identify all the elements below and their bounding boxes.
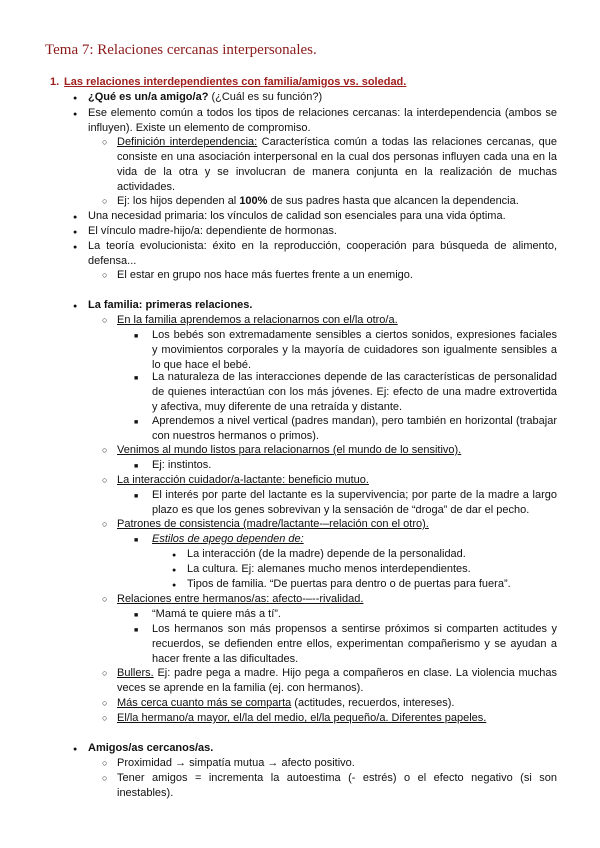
bullet-icon — [73, 239, 77, 255]
circle-bullet-icon — [102, 194, 107, 209]
list-item: Los hermanos son más propensos a sentirse próximos si comparten actitudes y recuerdos, se defienden entre ellos, experimentan compañerismo y se ayudan a hacer frente a las dificultades. — [152, 623, 557, 665]
bullet-icon — [73, 106, 77, 122]
list-item: La cultura. Ej: alemanes mucho menos interdependientes. — [187, 563, 471, 575]
list-item: El/la hermano/a mayor, el/la del medio, el/la pequeño/a. Diferentes papeles. — [117, 712, 487, 724]
list-item: La naturaleza de las interacciones depende de las características de personalidad de quienes interactúan con los más jóvenes. Ej: efecto de una madre extrovertida y afectiva, muy diferente de una retraída y distante. — [152, 371, 557, 413]
list-item: Definición interdependencia: Característica común a todas las relaciones cercanas, que consiste en una asociación interpersonal en la cual dos personas influyen cada una en la vida de la otra y se involucran de manera conjunta en la realización de muchas actividades. — [117, 136, 557, 193]
circle-bullet-icon — [102, 711, 107, 726]
circle-bullet-icon — [102, 756, 107, 771]
list-item: Ej: los hijos dependen al 100% de sus padres hasta que alcancen la dependencia. — [117, 195, 519, 207]
subheading-familia: La familia: primeras relaciones. — [88, 299, 253, 311]
list-item: Proximidad → simpatía mutua → afecto positivo. — [117, 757, 355, 769]
list-item: Ej: instintos. — [152, 459, 212, 471]
circle-bullet-icon — [102, 771, 107, 786]
subheading-amigos: Amigos/as cercanos/as. — [88, 742, 214, 754]
circle-bullet-icon — [102, 268, 107, 283]
list-item: Una necesidad primaria: los vínculos de calidad son esenciales para una vida óptima. — [88, 210, 506, 222]
list-item: El estar en grupo nos hace más fuertes frente a un enemigo. — [117, 269, 413, 281]
list-item: Relaciones entre hermanos/as: afecto-–--rivalidad. — [117, 593, 364, 605]
section-heading-1 — [50, 75, 406, 90]
list-item: La interacción cuidador/a-lactante: beneficio mutuo. — [117, 474, 369, 486]
circle-bullet-icon — [102, 443, 107, 458]
list-item: La teoría evolucionista: éxito en la reproducción, cooperación para búsqueda de alimento, defensa... — [88, 240, 557, 267]
square-bullet-icon — [134, 370, 138, 386]
square-bullet-icon — [134, 607, 138, 623]
list-item: Tener amigos = incrementa la autoestima (- estrés) o el efecto negativo (si son inestables). — [117, 772, 557, 799]
square-bullet-icon — [134, 414, 138, 430]
list-item: Aprendemos a nivel vertical (padres mandan), pero también en horizontal (trabajar con nuestros hermanos o primos). — [152, 415, 557, 442]
list-item: El vínculo madre-hijo/a: dependiente de hormonas. — [88, 225, 337, 237]
list-item: Tipos de familia. “De puertas para dentro o de puertas para fuera”. — [187, 578, 511, 590]
section-number: 1. — [50, 76, 60, 88]
bullet-icon — [73, 90, 77, 106]
bullet-icon — [73, 224, 77, 240]
bullet-icon — [172, 547, 176, 563]
bullet-icon — [172, 577, 176, 593]
list-item: La interacción (de la madre) depende de la personalidad. — [187, 548, 466, 560]
list-item: Estilos de apego dependen de: — [152, 533, 304, 545]
circle-bullet-icon — [102, 135, 107, 150]
list-item: Más cerca cuanto más se comparta (actitudes, recuerdos, intereses). — [117, 697, 455, 709]
list-item: En la familia aprendemos a relacionarnos con el/la otro/a. — [117, 314, 398, 326]
square-bullet-icon — [134, 488, 138, 504]
document-title: Tema 7: Relaciones cercanas interpersonales. — [45, 42, 317, 58]
list-item: “Mamá te quiere más a tí”. — [152, 608, 281, 620]
section-heading-text: Las relaciones interdependientes con familia/amigos vs. soledad. — [64, 76, 407, 88]
circle-bullet-icon — [102, 592, 107, 607]
bullet-icon — [73, 741, 77, 757]
list-item: Patrones de consistencia (madre/lactante-–relación con el otro). — [117, 518, 429, 530]
list-item: ¿Qué es un/a amigo/a? (¿Cuál es su función?) — [88, 91, 323, 103]
bullet-icon — [73, 209, 77, 225]
list-item: Ese elemento común a todos los tipos de relaciones cercanas: la interdependencia (ambos se influyen). Existe un elemento de compromiso. — [88, 107, 557, 134]
square-bullet-icon — [134, 458, 138, 474]
list-item: Los bebés son extremadamente sensibles a ciertos sonidos, expresiones faciales y movimientos corporales y la mayoría de cuidadores son igualmente sensibles a lo que hace el bebé. — [152, 329, 557, 371]
circle-bullet-icon — [102, 666, 107, 681]
square-bullet-icon — [134, 532, 138, 548]
list-item: Venimos al mundo listos para relacionarnos (el mundo de lo sensitivo). — [117, 444, 462, 456]
circle-bullet-icon — [102, 517, 107, 532]
bullet-icon — [172, 562, 176, 578]
bullet-icon — [73, 298, 77, 314]
circle-bullet-icon — [102, 696, 107, 711]
square-bullet-icon — [134, 622, 138, 638]
list-item: Bullers. Ej: padre pega a madre. Hijo pega a compañeros en clase. La violencia muchas veces se aprende en la familia (ej. con hermanos). — [117, 667, 557, 694]
circle-bullet-icon — [102, 473, 107, 488]
circle-bullet-icon — [102, 313, 107, 328]
list-item: El interés por parte del lactante es la supervivencia; por parte de la madre a largo plazo es que los genes sobrevivan y la sensación de “droga” de dar el pecho. — [152, 489, 557, 516]
square-bullet-icon — [134, 328, 138, 344]
